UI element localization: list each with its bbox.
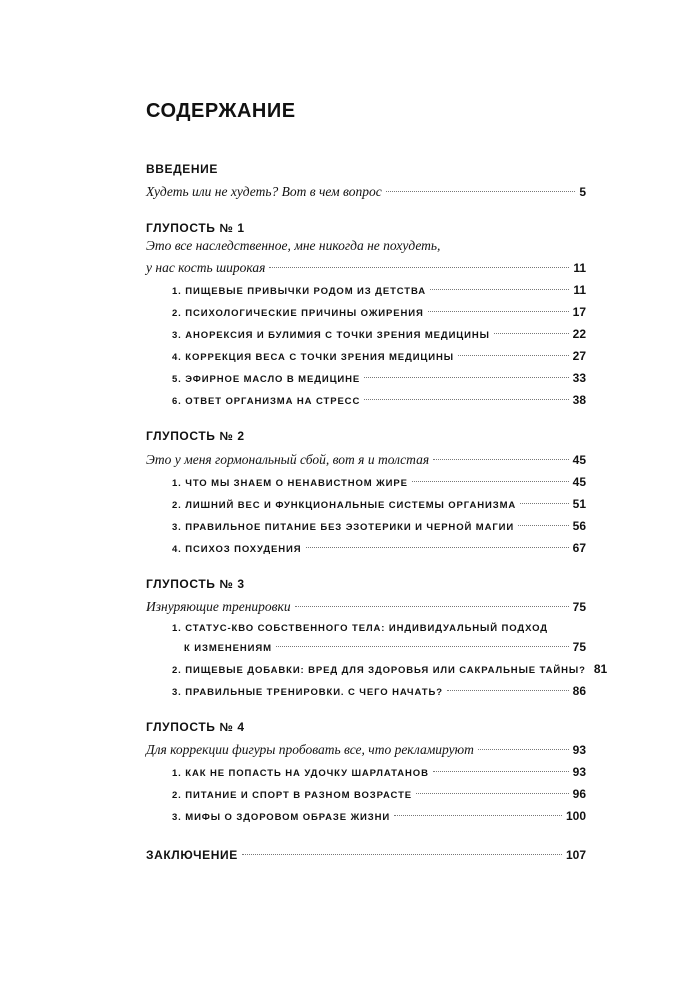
- entry-title: ЗАКЛЮЧЕНИЕ: [146, 848, 238, 862]
- part1-entry-line1[interactable]: Это все наследственное, мне никогда не похудеть,: [146, 238, 441, 253]
- toc-subentry[interactable]: [172, 762, 586, 782]
- page-number: 22: [572, 327, 586, 341]
- subentry-title: 2. ПИЩЕВЫЕ ДОБАВКИ: ВРЕД ДЛЯ ЗДОРОВЬЯ ИЛИ САКРАЛЬНЫЕ ТАЙНЫ?: [172, 665, 586, 676]
- page-number: 75: [572, 640, 586, 654]
- page-number: 100: [565, 809, 586, 823]
- page-number: 38: [572, 393, 586, 407]
- subentry-title: 2. ЛИШНИЙ ВЕС И ФУНКЦИОНАЛЬНЫЕ СИСТЕМЫ ОРГАНИЗМА: [172, 500, 517, 511]
- page-number: 96: [572, 787, 586, 801]
- toc-entry-conclusion[interactable]: [146, 845, 586, 865]
- subentry-title: 6. ОТВЕТ ОРГАНИЗМА НА СТРЕСС: [172, 396, 361, 407]
- subentry-title: 4. ПСИХОЗ ПОХУДЕНИЯ: [172, 544, 302, 555]
- toc-subentry[interactable]: [172, 324, 586, 344]
- subentry-title: 2. ПИТАНИЕ И СПОРТ В РАЗНОМ ВОЗРАСТЕ: [172, 790, 413, 801]
- subentry-title: 3. ПРАВИЛЬНЫЕ ТРЕНИРОВКИ. С ЧЕГО НАЧАТЬ?: [172, 687, 443, 698]
- subentry-title: 3. ПРАВИЛЬНОЕ ПИТАНИЕ БЕЗ ЭЗОТЕРИКИ И ЧЕРНОЙ МАГИИ: [172, 522, 515, 533]
- dot-leader: [518, 524, 569, 526]
- subentry-title: 3. АНОРЕКСИЯ И БУЛИМИЯ С ТОЧКИ ЗРЕНИЯ МЕДИЦИНЫ: [172, 330, 490, 341]
- toc-entry-part3[interactable]: [146, 597, 586, 617]
- page-number: 11: [573, 283, 586, 297]
- toc-subentry[interactable]: [172, 659, 608, 679]
- intro-heading: ВВЕДЕНИЕ: [146, 162, 218, 176]
- subentry-title: 2. ПСИХОЛОГИЧЕСКИЕ ПРИЧИНЫ ОЖИРЕНИЯ: [172, 308, 424, 319]
- dot-leader: [242, 853, 562, 855]
- page-number: 93: [572, 765, 586, 779]
- dot-leader: [447, 689, 569, 691]
- entry-title: у нас кость широкая: [146, 260, 266, 275]
- subentry-title: 1. ПИЩЕВЫЕ ПРИВЫЧКИ РОДОМ ИЗ ДЕТСТВА: [172, 286, 427, 297]
- dot-leader: [428, 310, 569, 312]
- dot-leader: [412, 480, 569, 482]
- subentry-title: 4. КОРРЕКЦИЯ ВЕСА С ТОЧКИ ЗРЕНИЯ МЕДИЦИНЫ: [172, 352, 454, 363]
- toc-entry-intro[interactable]: [146, 182, 586, 202]
- dot-leader: [364, 398, 568, 400]
- dot-leader: [386, 190, 576, 192]
- page-number: 75: [572, 600, 586, 614]
- page-number: 17: [572, 305, 586, 319]
- toc-subentry[interactable]: [172, 784, 586, 804]
- dot-leader: [430, 288, 569, 290]
- dot-leader: [494, 332, 569, 334]
- page-number: 45: [572, 453, 586, 467]
- page-number: 27: [572, 349, 586, 363]
- page-number: 93: [572, 743, 586, 757]
- subentry-title: 5. ЭФИРНОЕ МАСЛО В МЕДИЦИНЕ: [172, 374, 361, 385]
- subentry-title: 1. ЧТО МЫ ЗНАЕМ О НЕНАВИСТНОМ ЖИРЕ: [172, 478, 408, 489]
- part2-heading: ГЛУПОСТЬ № 2: [146, 429, 245, 443]
- toc-subentry[interactable]: [172, 494, 586, 514]
- subentry-title: К ИЗМЕНЕНИЯМ: [184, 643, 272, 654]
- toc-entry-part2[interactable]: [146, 450, 586, 470]
- toc-subentry[interactable]: [172, 538, 586, 558]
- page-number: 81: [593, 662, 608, 676]
- page-number: 86: [572, 684, 586, 698]
- page-number: 107: [565, 848, 586, 862]
- page-title: СОДЕРЖАНИЕ: [146, 100, 296, 122]
- toc-subentry[interactable]: [172, 681, 586, 701]
- subentry-title: 3. МИФЫ О ЗДОРОВОМ ОБРАЗЕ ЖИЗНИ: [172, 812, 391, 823]
- dot-leader: [394, 814, 562, 816]
- page-number: 67: [572, 541, 586, 555]
- page-number: 11: [573, 261, 586, 275]
- toc-subentry[interactable]: [172, 390, 586, 410]
- toc-entry-part4[interactable]: [146, 740, 586, 760]
- dot-leader: [364, 376, 568, 378]
- dot-leader: [458, 354, 569, 356]
- page-number: 5: [579, 185, 586, 199]
- part1-heading: ГЛУПОСТЬ № 1: [146, 221, 245, 235]
- dot-leader: [433, 770, 569, 772]
- part3-sub1-line1[interactable]: 1. СТАТУС-КВО СОБСТВЕННОГО ТЕЛА: ИНДИВИДУАЛЬНЫЙ ПОДХОД: [172, 623, 548, 634]
- dot-leader: [276, 645, 569, 647]
- entry-title: Для коррекции фигуры пробовать все, что рекламируют: [146, 742, 474, 757]
- toc-subentry[interactable]: [172, 368, 586, 388]
- toc-subentry[interactable]: [172, 637, 586, 657]
- toc-subentry[interactable]: [172, 302, 586, 322]
- entry-title: Изнуряющие тренировки: [146, 599, 291, 614]
- dot-leader: [433, 458, 569, 460]
- page-number: 33: [572, 371, 586, 385]
- part3-heading: ГЛУПОСТЬ № 3: [146, 577, 245, 591]
- toc-subentry[interactable]: [172, 280, 586, 300]
- entry-title: Худеть или не худеть? Вот в чем вопрос: [146, 184, 382, 199]
- page-number: 56: [572, 519, 586, 533]
- dot-leader: [306, 546, 569, 548]
- page-number: 45: [572, 475, 586, 489]
- toc-subentry[interactable]: [172, 346, 586, 366]
- dot-leader: [269, 266, 569, 268]
- entry-title: Это у меня гормональный сбой, вот я и толстая: [146, 452, 430, 467]
- dot-leader: [520, 502, 568, 504]
- dot-leader: [478, 748, 569, 750]
- toc-subentry[interactable]: [172, 516, 586, 536]
- toc-entry-part1[interactable]: [146, 258, 586, 278]
- dot-leader: [416, 792, 569, 794]
- toc-subentry[interactable]: [172, 472, 586, 492]
- toc-subentry[interactable]: [172, 806, 586, 826]
- page-number: 51: [572, 497, 586, 511]
- part4-heading: ГЛУПОСТЬ № 4: [146, 720, 245, 734]
- subentry-title: 1. КАК НЕ ПОПАСТЬ НА УДОЧКУ ШАРЛАТАНОВ: [172, 768, 429, 779]
- dot-leader: [295, 605, 569, 607]
